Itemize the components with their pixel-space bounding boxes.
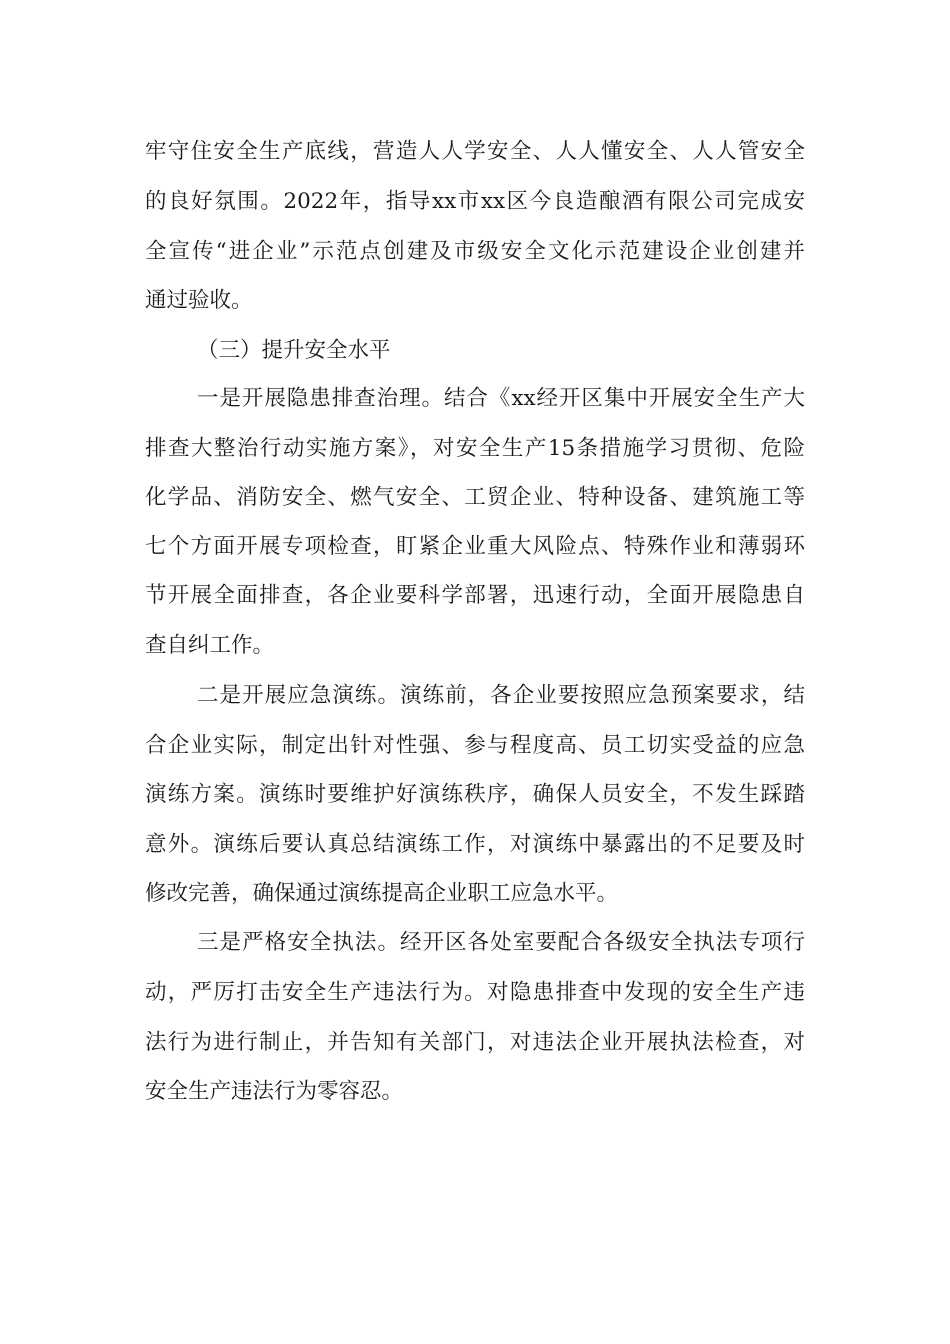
paragraph-4-line-2: 动，严厉打击安全生产违法行为。对隐患排查中发现的安全生产违 — [145, 980, 805, 1005]
paragraph-2-line-5: 节开展全面排查，各企业要科学部署，迅速行动，全面开展隐患自 — [145, 583, 805, 608]
paragraph-2-line-4: 七个方面开展专项检查，盯紧企业重大风险点、特殊作业和薄弱环 — [145, 534, 805, 559]
paragraph-1-line-4: 通过验收。 — [145, 288, 253, 313]
paragraph-4-line-1: 三是严格安全执法。经开区各处室要配合各级安全执法专项行 — [197, 930, 805, 955]
paragraph-2-line-3: 化学品、消防安全、燃气安全、工贸企业、特种设备、建筑施工等 — [145, 485, 805, 510]
paragraph-3-line-3: 演练方案。演练时要维护好演练秩序，确保人员安全，不发生踩踏 — [145, 782, 805, 807]
paragraph-3-line-5: 修改完善，确保通过演练提高企业职工应急水平。 — [145, 881, 619, 906]
section-heading: （三）提升安全水平 — [197, 338, 391, 363]
paragraph-2-line-1: 一是开展隐患排查治理。结合《xx经开区集中开展安全生产大 — [197, 386, 805, 411]
paragraph-1-line-3: 全宣传“进企业”示范点创建及市级安全文化示范建设企业创建并 — [145, 239, 805, 264]
paragraph-1-line-1: 牢守住安全生产底线，营造人人学安全、人人懂安全、人人管安全 — [145, 139, 805, 164]
paragraph-2-line-6: 查自纠工作。 — [145, 633, 275, 658]
paragraph-3-line-1: 二是开展应急演练。演练前，各企业要按照应急预案要求，结 — [197, 683, 805, 708]
paragraph-4-line-4: 安全生产违法行为零容忍。 — [145, 1079, 404, 1104]
paragraph-3-line-2: 合企业实际，制定出针对性强、参与程度高、员工切实受益的应急 — [145, 733, 805, 758]
paragraph-4-line-3: 法行为进行制止，并告知有关部门，对违法企业开展执法检查，对 — [145, 1030, 805, 1055]
paragraph-2-line-2: 排查大整治行动实施方案》，对安全生产15条措施学习贯彻、危险 — [145, 436, 805, 461]
paragraph-3-line-4: 意外。演练后要认真总结演练工作，对演练中暴露出的不足要及时 — [145, 832, 805, 857]
paragraph-1-line-2: 的良好氛围。2022年，指导xx市xx区今良造酿酒有限公司完成安 — [145, 189, 805, 214]
